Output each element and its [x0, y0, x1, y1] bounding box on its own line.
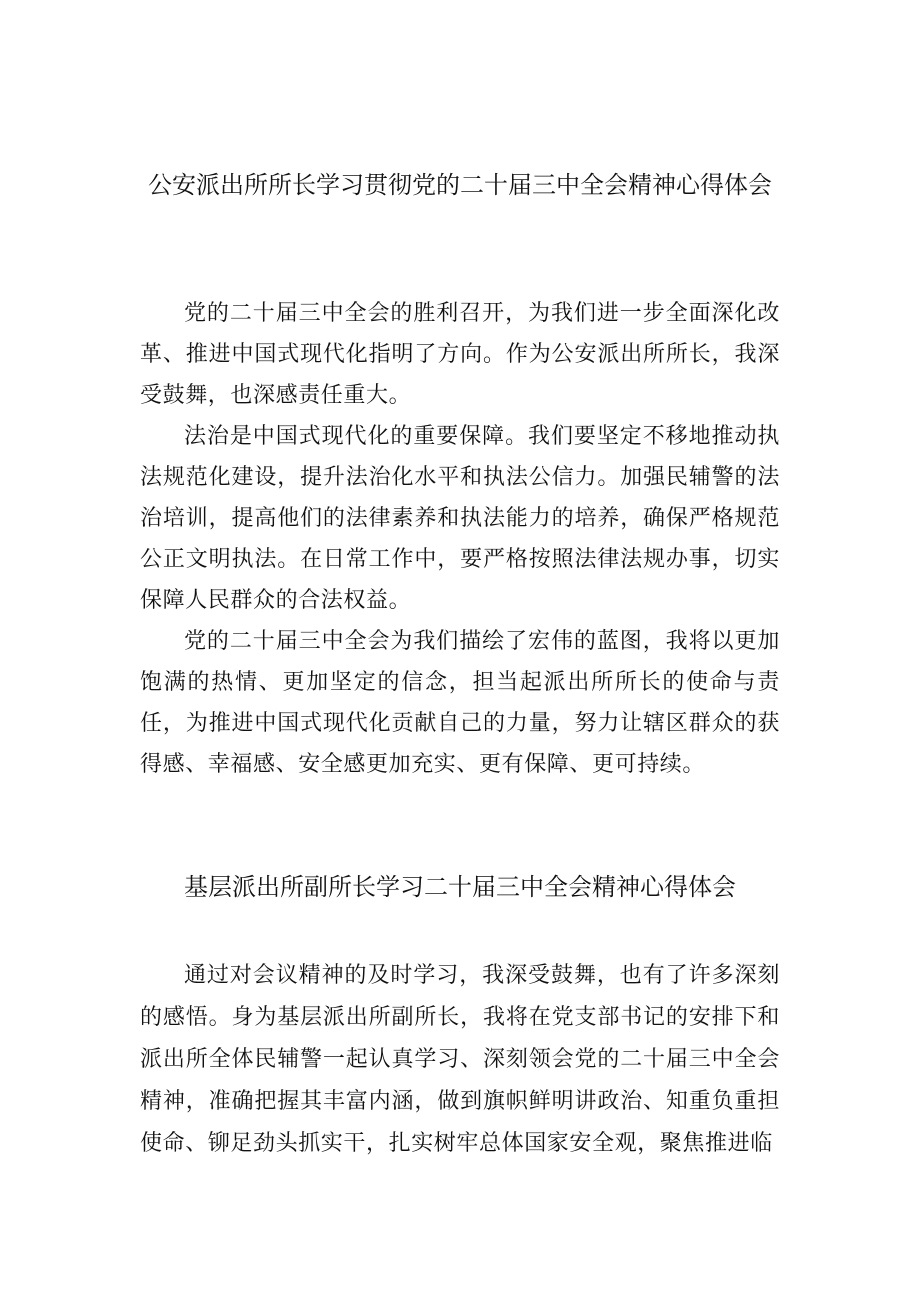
section-1-paragraph-2: 法治是中国式现代化的重要保障。我们要坚定不移地推动执法规范化建设，提升法治化水平和执法公信力。加强民辅警的法治培训，提高他们的法律素养和执法能力的培养，确保严格规范公正文明执法。在日常工作中，要严格按照法律法规办事，切实保障人民群众的合法权益。 — [140, 424, 780, 613]
section-2-body — [140, 955, 780, 1165]
section-1-title: 公安派出所所长学习贯彻党的二十届三中全会精神心得体会 — [148, 171, 772, 199]
section-1-body — [140, 293, 780, 785]
section-1-paragraph-3: 党的二十届三中全会为我们描绘了宏伟的蓝图，我将以更加饱满的热情、更加坚定的信念，担当起派出所所长的使命与责任，为推进中国式现代化贡献自己的力量，努力让辖区群众的获得感、幸福感、安全感更加充实、更有保障、更可持续。 — [140, 629, 780, 777]
section-2-paragraph-1: 通过对会议精神的及时学习，我深受鼓舞，也有了许多深刻的感悟。身为基层派出所副所长，我将在党支部书记的安排下和派出所全体民辅警一起认真学习、深刻领会党的二十届三中全会精神，准确把握其丰富内涵，做到旗帜鲜明讲政治、知重负重担使命、铆足劲头抓实干，扎实树牢总体国家安全观，聚焦推进临 — [140, 963, 780, 1156]
section-2-title: 基层派出所副所长学习二十届三中全会精神心得体会 — [184, 873, 736, 901]
section-1-paragraph-1: 党的二十届三中全会的胜利召开，为我们进一步全面深化改革、推进中国式现代化指明了方向。作为公安派出所所长，我深受鼓舞，也深感责任重大。 — [140, 301, 780, 408]
